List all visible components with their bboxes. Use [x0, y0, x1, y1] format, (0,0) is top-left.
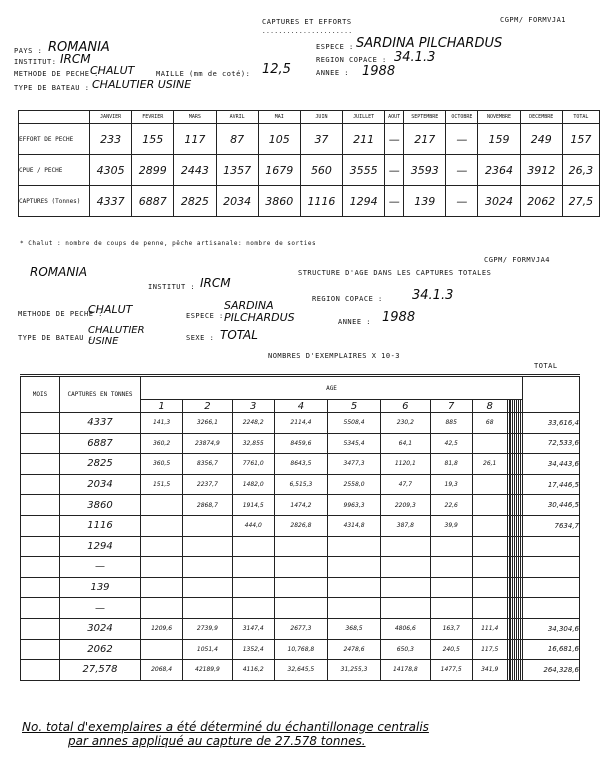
table-cell: — [446, 186, 478, 217]
form-code: CGPM/ FORMVJA1 [500, 16, 567, 24]
age-value-cell: 42,5 [430, 433, 472, 454]
region-value: 34.1.3 [394, 50, 436, 65]
institut-value: IRCM [60, 52, 91, 66]
table-cell: 159 [478, 124, 520, 155]
age-value-cell [430, 536, 472, 557]
age-value-cell: 8356,7 [183, 454, 232, 475]
age-value-cell: 3147,4 [232, 618, 274, 639]
captures-cell: 3860 [60, 495, 141, 516]
age-value-cell [430, 557, 472, 578]
region-label: REGION COPACE : [316, 56, 387, 64]
age-value-cell: 1209,6 [141, 618, 183, 639]
age-value-cell: 23874,9 [183, 433, 232, 454]
table-cell: 217 [404, 124, 446, 155]
table-cell: 3593 [404, 155, 446, 186]
table-cell: 105 [258, 124, 300, 155]
table-cell: 560 [300, 155, 342, 186]
total-col-header [523, 377, 580, 413]
total-cell: 34,443,6 [523, 454, 580, 475]
age-value-cell: 39,9 [430, 515, 472, 536]
mois-cell [21, 515, 60, 536]
total-cell [523, 536, 580, 557]
annee-label: ANNEE : [316, 69, 350, 77]
captures-efforts-table [18, 110, 600, 217]
table-cell: — [385, 186, 404, 217]
table-row [21, 557, 580, 578]
age-value-cell [141, 536, 183, 557]
institut-value-2: IRCM [200, 276, 231, 290]
mois-cell [21, 598, 60, 619]
row-label: CPUE / PECHE [19, 155, 90, 186]
age-value-cell: 387,8 [381, 515, 430, 536]
age-value-cell: 360,5 [141, 454, 183, 475]
table-cell: — [446, 124, 478, 155]
age-empty-col [520, 400, 522, 413]
age-value-cell [381, 557, 430, 578]
age-value-cell [472, 495, 507, 516]
region-label-2: REGION COPACE : [312, 295, 383, 303]
mois-cell [21, 577, 60, 598]
age-value-cell: 10,768,8 [274, 639, 327, 660]
age-value-cell: 68 [472, 413, 507, 434]
sexe-label: SEXE : [186, 334, 215, 342]
table-cell: 87 [216, 124, 258, 155]
age-value-cell: 4116,2 [232, 660, 274, 681]
institut-label-2: INSTITUT : [148, 283, 196, 291]
table-cell: 155 [132, 124, 174, 155]
age-value-cell: 64,1 [381, 433, 430, 454]
mois-cell [21, 413, 60, 434]
age-value-cell [327, 536, 380, 557]
table-cell: 2062 [520, 186, 562, 217]
age-value-cell [141, 515, 183, 536]
age-value-cell [232, 577, 274, 598]
institut-label: INSTITUT: [14, 58, 57, 66]
age-value-cell [430, 598, 472, 619]
age-value-cell [274, 557, 327, 578]
age-value-cell [141, 577, 183, 598]
mois-cell [21, 557, 60, 578]
age-value-cell: 1352,4 [232, 639, 274, 660]
type-bateau-value: CHALUTIER USINE [92, 78, 192, 91]
month-header: SEPTEMBRE [404, 111, 446, 124]
table-cell: 1679 [258, 155, 300, 186]
age-value-cell [472, 536, 507, 557]
age-value-cell: 31,255,3 [327, 660, 380, 681]
annee-value: 1988 [362, 64, 396, 79]
methode-value: CHALUT [90, 64, 135, 77]
age-number: 6 [381, 400, 430, 413]
age-value-cell [141, 557, 183, 578]
table-cell: 3555 [343, 155, 385, 186]
age-value-cell: 240,5 [430, 639, 472, 660]
nombres-header: NOMBRES D'EXEMPLAIRES X 10-3 [268, 352, 401, 360]
title-underline: ...................... [262, 28, 353, 35]
table-row [21, 618, 580, 639]
age-value-cell: 8643,5 [274, 454, 327, 475]
table-row [21, 639, 580, 660]
age-value-cell: 368,5 [327, 618, 380, 639]
table-cell: 1294 [343, 186, 385, 217]
age-value-cell: 19,3 [430, 474, 472, 495]
type-bateau-value-2: CHALUTIER USINE [88, 325, 145, 347]
mois-cell [21, 660, 60, 681]
age-value-cell: 230,2 [381, 413, 430, 434]
table-row [21, 598, 580, 619]
table-cell: 1116 [300, 186, 342, 217]
captures-cell: 4337 [60, 413, 141, 434]
age-value-cell: 1474,2 [274, 495, 327, 516]
table-row [21, 515, 580, 536]
age-value-cell [274, 536, 327, 557]
age-value-cell [327, 598, 380, 619]
total-cell: 72,533,6 [523, 433, 580, 454]
table-cell: 4305 [90, 155, 132, 186]
table-cell: 3024 [478, 186, 520, 217]
age-value-cell: 7761,0 [232, 454, 274, 475]
month-header: JANVIER [90, 111, 132, 124]
table-row [21, 660, 580, 681]
month-header: AVRIL [216, 111, 258, 124]
table-cell: 37 [300, 124, 342, 155]
methode-value-2: CHALUT [88, 303, 133, 316]
age-number: 5 [327, 400, 380, 413]
age-value-cell: 1482,0 [232, 474, 274, 495]
captures-cell: 139 [60, 577, 141, 598]
month-header: TOTAL [562, 111, 599, 124]
age-number: 8 [472, 400, 507, 413]
age-value-cell: 4314,8 [327, 515, 380, 536]
age-value-cell: 22,6 [430, 495, 472, 516]
table-cell: 4337 [90, 186, 132, 217]
captures-cell: 1116 [60, 515, 141, 536]
age-value-cell [472, 557, 507, 578]
age-number: 3 [232, 400, 274, 413]
age-value-cell: 163,7 [430, 618, 472, 639]
row-label: EFFORT DE PECHE [19, 124, 90, 155]
month-header: JUILLET [343, 111, 385, 124]
captures-cell: 2034 [60, 474, 141, 495]
age-value-cell: 1051,4 [183, 639, 232, 660]
table-cell: 157 [562, 124, 599, 155]
age-value-cell [232, 557, 274, 578]
age-value-cell [274, 577, 327, 598]
mois-cell [21, 433, 60, 454]
table-cell: 2825 [174, 186, 216, 217]
age-value-cell: 117,5 [472, 639, 507, 660]
table-cell: 2899 [132, 155, 174, 186]
maille-label: MAILLE (mm de coté): [156, 70, 251, 78]
annee-value-2: 1988 [382, 310, 416, 325]
table-cell: 27,5 [562, 186, 599, 217]
age-value-cell: 885 [430, 413, 472, 434]
total-cell: 17,446,5 [523, 474, 580, 495]
age-value-cell: 6,515,3 [274, 474, 327, 495]
pays-value: ROMANIA [48, 40, 110, 55]
age-value-cell: 341,9 [472, 660, 507, 681]
espece-value-2: SARDINA PILCHARDUS [224, 299, 295, 324]
table-cell: 3912 [520, 155, 562, 186]
table-row [21, 413, 580, 434]
age-value-cell: 47,7 [381, 474, 430, 495]
age-value-cell [381, 536, 430, 557]
age-value-cell: 8459,6 [274, 433, 327, 454]
table-cell: 3860 [258, 186, 300, 217]
captures-cell: 27,578 [60, 660, 141, 681]
age-value-cell: 5345,4 [327, 433, 380, 454]
month-header: MARS [174, 111, 216, 124]
age-value-cell [183, 557, 232, 578]
table-cell: 249 [520, 124, 562, 155]
form-title: CAPTURES ET EFFORTS [262, 18, 352, 26]
espece-value: SARDINA PILCHARDUS [356, 36, 503, 51]
form-code-2: CGPM/ FORMVJA4 [484, 256, 551, 264]
table-cell: 2034 [216, 186, 258, 217]
row-label: CAPTURES (Tonnes) [19, 186, 90, 217]
table-row [19, 186, 600, 217]
total-cell: 33,616,4 [523, 413, 580, 434]
maille-value: 12,5 [262, 62, 291, 77]
total-cell: 16,681,6 [523, 639, 580, 660]
table1-footnote: * Chalut : nombre de coups de penne, pêche artisanale: nombre de sorties [20, 240, 317, 247]
table2-top-rule [20, 374, 580, 375]
table-cell: 139 [404, 186, 446, 217]
age-value-cell: 111,4 [472, 618, 507, 639]
month-header: JUIN [300, 111, 342, 124]
age-value-cell: 5508,4 [327, 413, 380, 434]
age-value-cell: 14178,8 [381, 660, 430, 681]
age-value-cell [183, 536, 232, 557]
age-value-cell [327, 577, 380, 598]
month-header: AOUT [385, 111, 404, 124]
age-value-cell: 2826,8 [274, 515, 327, 536]
sexe-value: TOTAL [220, 328, 258, 342]
total-cell [523, 598, 580, 619]
table-row [21, 433, 580, 454]
age-value-cell: 2248,2 [232, 413, 274, 434]
total-header: TOTAL [534, 362, 558, 370]
age-value-cell: 3266,1 [183, 413, 232, 434]
table-cell: 2443 [174, 155, 216, 186]
captures-cell: 2062 [60, 639, 141, 660]
age-value-cell: 1914,5 [232, 495, 274, 516]
age-value-cell [472, 433, 507, 454]
total-cell: 34,304,6 [523, 618, 580, 639]
annee-label-2: ANNEE : [338, 318, 372, 326]
table-cell: 117 [174, 124, 216, 155]
age-number: 1 [141, 400, 183, 413]
age-value-cell [472, 515, 507, 536]
mois-cell [21, 639, 60, 660]
table-cell: 233 [90, 124, 132, 155]
age-value-cell [141, 639, 183, 660]
captures-cell: 3024 [60, 618, 141, 639]
table-cell: — [446, 155, 478, 186]
captures-cell: — [60, 598, 141, 619]
age-value-cell: 32,645,5 [274, 660, 327, 681]
age-header-row [21, 377, 580, 400]
age-value-cell: 2114,4 [274, 413, 327, 434]
month-header-row [19, 111, 600, 124]
espece-label: ESPECE : [316, 43, 354, 51]
month-header: OCTOBRE [446, 111, 478, 124]
age-value-cell: 2868,7 [183, 495, 232, 516]
age-value-cell [183, 598, 232, 619]
month-header: FEVRIER [132, 111, 174, 124]
age-number: 7 [430, 400, 472, 413]
age-value-cell: 2677,3 [274, 618, 327, 639]
month-header: MAI [258, 111, 300, 124]
mois-cell [21, 454, 60, 475]
age-value-cell [141, 598, 183, 619]
month-header: DECEMBRE [520, 111, 562, 124]
total-cell: 264,328,6 [523, 660, 580, 681]
pays-label: PAYS : [14, 47, 43, 55]
age-value-cell [183, 515, 232, 536]
sampling-note-line1: No. total d'exemplaires a été déterminé du échantillonage centralis [22, 720, 429, 734]
age-header: AGE [141, 377, 523, 400]
age-value-cell: 3477,3 [327, 454, 380, 475]
age-value-cell [141, 495, 183, 516]
age-value-cell: 32,855 [232, 433, 274, 454]
age-value-cell: 650,3 [381, 639, 430, 660]
age-value-cell: 2478,6 [327, 639, 380, 660]
age-value-cell: 2068,4 [141, 660, 183, 681]
age-value-cell: 1120,1 [381, 454, 430, 475]
age-value-cell: 1477,5 [430, 660, 472, 681]
age-value-cell: 444,0 [232, 515, 274, 536]
age-value-cell: 42189,9 [183, 660, 232, 681]
mois-cell [21, 618, 60, 639]
table-cell: 6887 [132, 186, 174, 217]
age-value-cell: 360,2 [141, 433, 183, 454]
age-value-cell [327, 557, 380, 578]
month-header: NOVEMBRE [478, 111, 520, 124]
mois-cell [21, 536, 60, 557]
table-cell: — [385, 124, 404, 155]
age-value-cell: 151,5 [141, 474, 183, 495]
age-value-cell: 9963,3 [327, 495, 380, 516]
age-value-cell [430, 577, 472, 598]
age-number: 4 [274, 400, 327, 413]
age-value-cell: 141,3 [141, 413, 183, 434]
espece-label-2: ESPECE : [186, 312, 224, 320]
table-row [21, 577, 580, 598]
total-cell [523, 577, 580, 598]
age-value-cell [381, 598, 430, 619]
age-value-cell: 2739,9 [183, 618, 232, 639]
methode-label: METHODE DE PECHE : [14, 70, 99, 78]
age-value-cell [232, 536, 274, 557]
age-structure-table [20, 376, 580, 681]
total-cell [523, 557, 580, 578]
table-row [19, 124, 600, 155]
age-value-cell: 2558,0 [327, 474, 380, 495]
age-value-cell [183, 577, 232, 598]
age-value-cell: 2237,7 [183, 474, 232, 495]
type-bateau-label-2: TYPE DE BATEAU : [18, 334, 94, 342]
methode-label-2: METHODE DE PECHE : [18, 310, 103, 318]
pays-value-2: ROMANIA [30, 265, 88, 279]
age-value-cell: 26,1 [472, 454, 507, 475]
mois-cell [21, 495, 60, 516]
table-row [21, 495, 580, 516]
age-value-cell: 4806,6 [381, 618, 430, 639]
age-value-cell [472, 474, 507, 495]
age-value-cell [381, 577, 430, 598]
type-bateau-label: TYPE DE BATEAU : [14, 84, 90, 92]
total-cell: 30,446,5 [523, 495, 580, 516]
mois-cell [21, 474, 60, 495]
sampling-note-line2: par annes appliqué au capture de 27.578 tonnes. [68, 734, 366, 748]
table-cell: 26,3 [562, 155, 599, 186]
table-cell: 2364 [478, 155, 520, 186]
table-row [21, 474, 580, 495]
captures-cell: 6887 [60, 433, 141, 454]
corner-cell [19, 111, 90, 124]
age-value-cell [274, 598, 327, 619]
age-value-cell: 81,8 [430, 454, 472, 475]
total-cell: 7634,7 [523, 515, 580, 536]
section2-title: STRUCTURE D'AGE DANS LES CAPTURES TOTALES [298, 269, 492, 277]
table-cell: 1357 [216, 155, 258, 186]
table-row [21, 454, 580, 475]
region-value-2: 34.1.3 [412, 288, 454, 303]
age-value-cell: 2209,3 [381, 495, 430, 516]
table-row [21, 536, 580, 557]
captures-cell: 1294 [60, 536, 141, 557]
mois-header: MOIS [21, 377, 60, 413]
captures-cell: — [60, 557, 141, 578]
age-value-cell [472, 598, 507, 619]
age-value-cell [472, 577, 507, 598]
captures-header: CAPTURES EN TONNES [60, 377, 141, 413]
age-number: 2 [183, 400, 232, 413]
age-value-cell [232, 598, 274, 619]
table-cell: — [385, 155, 404, 186]
table-row [19, 155, 600, 186]
captures-cell: 2825 [60, 454, 141, 475]
table-cell: 211 [343, 124, 385, 155]
